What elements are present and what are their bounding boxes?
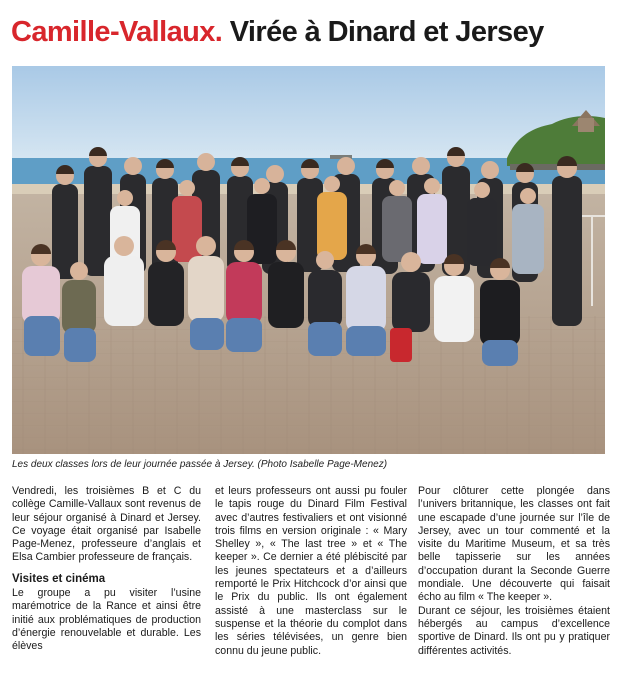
article-paragraph-festival: et leurs professeurs ont aussi pu fouler le tapis rouge du Dinard Film Festival avec d’autres festivaliers et ont visionné trois films en version originale : « Mary Shelley », « The last tree » et « The keeper ». Ce dernier a été plébiscité par les jeunes spectateurs et a d’ailleurs remporté le Prix Hitchcock d’or ainsi que le Prix du public. Ils ont également assisté à une masterclass sur le suspense et la théorie du complot dans les séries télévisées, un genre bien connu du jeune public. (215, 485, 407, 657)
article-column-1 (12, 485, 201, 671)
article-paragraph-jersey: Pour clôturer cette plongée dans l’univers britannique, les classes ont fait une escapade d’une journée sur l’île de Jersey, avec un tour commenté et la visite du Maritime Museum, et sa très belle tapisserie sur les années d’occupation durant la Seconde Guerre mondiale. Une découverte qui faisait écho au film « The keeper ». (418, 485, 610, 604)
headline-place: Camille-Vallaux. (11, 16, 223, 48)
group-photo (12, 66, 605, 454)
headline-title: Virée à Dinard et Jersey (229, 16, 544, 48)
headline (11, 12, 611, 52)
group-photo-illustration (12, 66, 605, 454)
article-column-3 (418, 485, 610, 671)
article-paragraph-visits: Le groupe a pu visiter l’usine marémotrice de la Rance et ainsi être initié aux problématiques de production d’énergie renouvelable et durable. Les élèves (12, 587, 201, 653)
article-subhead: Visites et cinéma (12, 572, 106, 585)
article-paragraph-intro: Vendredi, les troisièmes B et C du collège Camille-Vallaux sont revenus de leur séjour organisé à Dinard et Jersey. Ce voyage était organisé par Isabelle Page-Menez, professeure d’anglais et Elsa Cambier professeure de français. (12, 485, 201, 564)
photo-caption: Les deux classes lors de leur journée passée à Jersey. (Photo Isabelle Page-Menez) (12, 459, 388, 470)
article-column-2 (215, 485, 407, 671)
article-paragraph-campus: Durant ce séjour, les troisièmes étaient hébergés au campus d’excellence sportive de Dinard. Ils ont pu y pratiquer différentes activités. (418, 604, 610, 657)
